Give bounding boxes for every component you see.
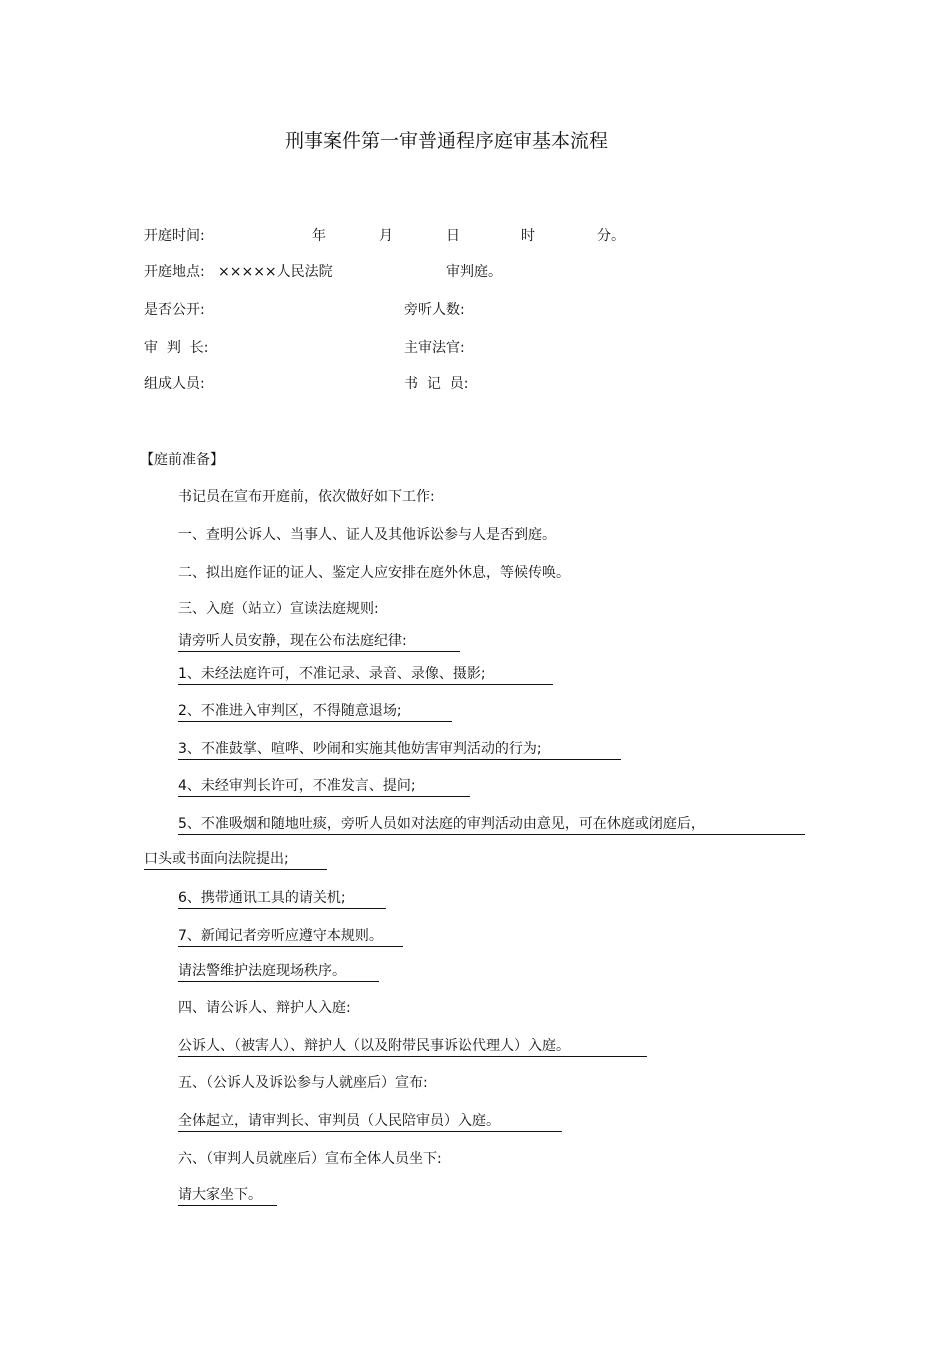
presiding-judge-label: 主审法官: (404, 340, 465, 356)
hearing-time-day: 日 (446, 228, 460, 244)
step-2: 二、拟出庭作证的证人、鉴定人应安排在庭外休息，等候传唤。 (178, 565, 570, 581)
hearing-time-label: 开庭时间: (144, 228, 205, 244)
rule-7: 7、新闻记者旁听应遵守本规则。 (178, 927, 403, 947)
panel-members-label: 组成人员: (144, 376, 205, 392)
section-heading: 【庭前准备】 (140, 452, 224, 468)
bailiff-text: 请法警维护法庭现场秩序。 (178, 962, 379, 982)
announce-text: 请旁听人员安静，现在公布法庭纪律: (178, 632, 460, 652)
public-label: 是否公开: (144, 302, 205, 318)
rule-3: 3、不准鼓掌、喧哗、吵闹和实施其他妨害审判活动的行为; (178, 740, 621, 760)
step-1: 一、查明公诉人、当事人、证人及其他诉讼参与人是否到庭。 (178, 527, 556, 543)
hearing-time-month: 月 (379, 228, 393, 244)
hearing-place-court: ×××××人民法院 (218, 264, 333, 280)
rule-2: 2、不准进入审判区，不得随意退场; (178, 702, 452, 722)
rule-5-line-1: 5、不准吸烟和随地吐痰，旁听人员如对法庭的审判活动由意见，可在休庭或闭庭后， (178, 815, 805, 835)
rule-6: 6、携带通讯工具的请关机; (178, 889, 386, 909)
hearing-place-room: 审判庭。 (446, 264, 502, 280)
intro-text: 书记员在宣布开庭前，依次做好如下工作: (178, 489, 435, 505)
step-5: 五、（公诉人及诉讼参与人就座后）宣布: (178, 1075, 428, 1091)
step-5-text: 全体起立，请审判长、审判员（人民陪审员）入庭。 (178, 1112, 562, 1132)
audience-count-label: 旁听人数: (404, 302, 465, 318)
rule-1: 1、未经法庭许可，不准记录、录音、录像、摄影; (178, 665, 553, 685)
rule-4: 4、未经审判长许可，不准发言、提问; (178, 777, 470, 797)
page-title: 刑事案件第一审普通程序庭审基本流程 (285, 130, 609, 152)
step-6: 六、（审判人员就座后）宣布全体人员坐下: (178, 1151, 442, 1167)
hearing-time-year: 年 (312, 228, 326, 244)
rule-5-line-2: 口头或书面向法院提出; (144, 850, 327, 870)
step-3: 三、入庭（站立）宣读法庭规则: (178, 601, 379, 617)
clerk-label: 书 记 员: (404, 376, 469, 392)
step-4-text: 公诉人、（被害人）、辩护人（以及附带民事诉讼代理人）入庭。 (178, 1037, 647, 1057)
step-4: 四、请公诉人、辩护人入庭: (178, 1000, 351, 1016)
step-6-text: 请大家坐下。 (178, 1186, 277, 1206)
chief-judge-label: 审 判 长: (144, 340, 209, 356)
hearing-place-label: 开庭地点: (144, 264, 205, 280)
hearing-time-minute: 分。 (597, 228, 625, 244)
hearing-time-hour: 时 (521, 228, 535, 244)
